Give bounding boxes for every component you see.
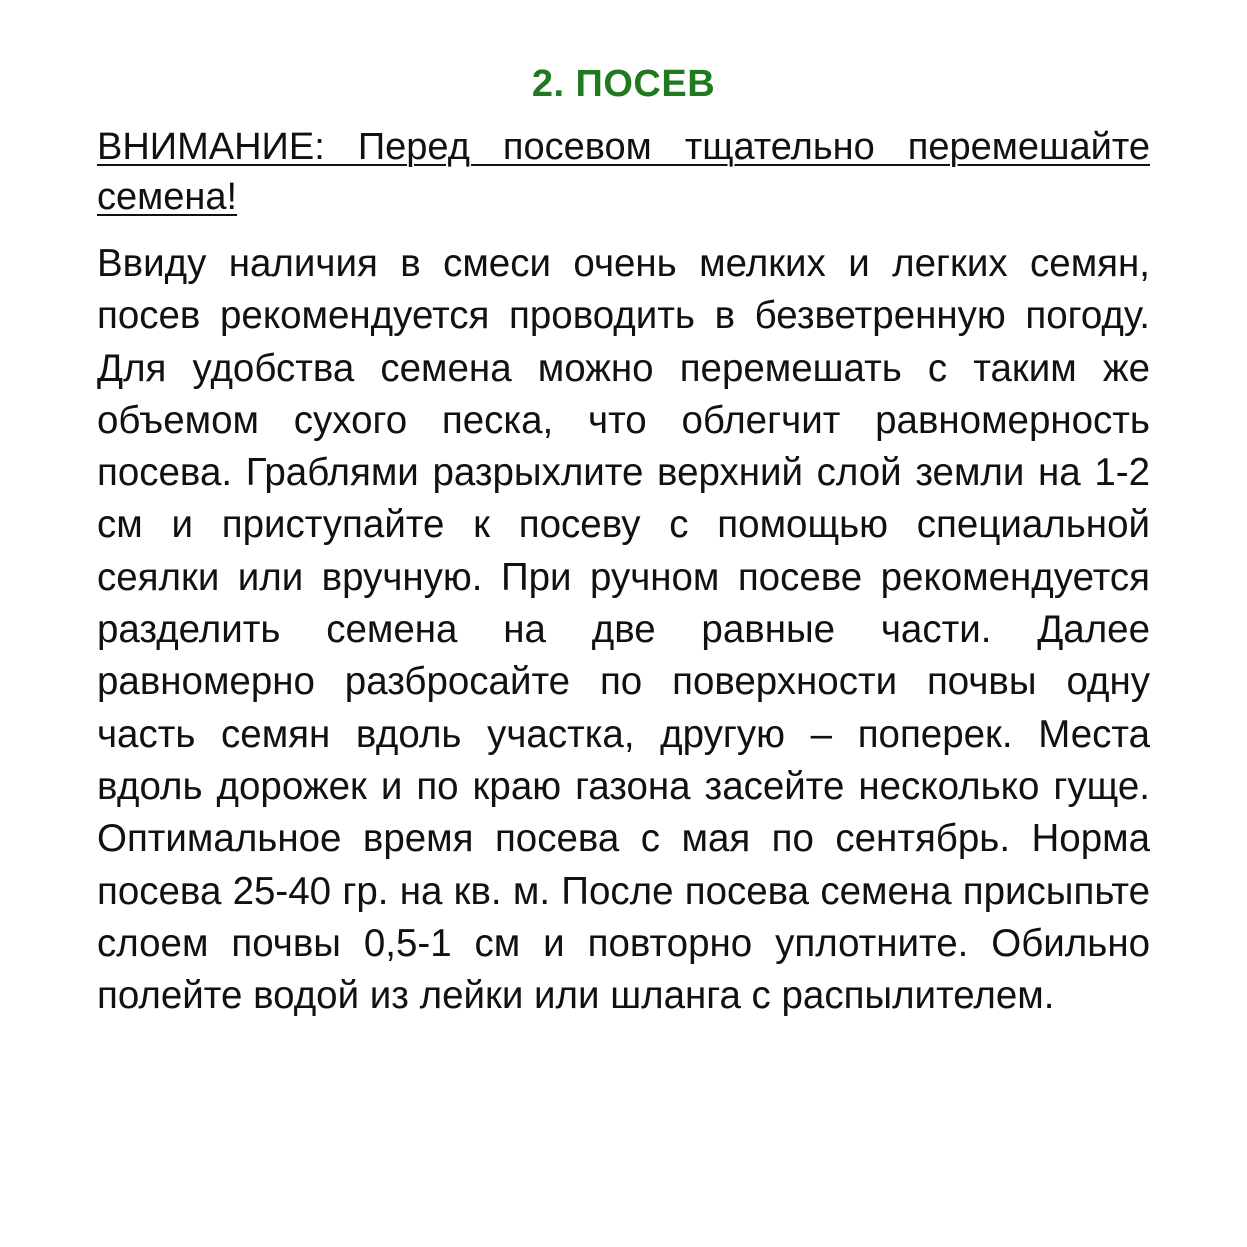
section-title: 2. ПОСЕВ: [531, 63, 716, 105]
warning-note: ВНИМАНИЕ: Перед посевом тщательно перемешайте семена!: [97, 126, 1150, 218]
document-page: [97, 56, 1150, 1022]
body-paragraph: Ввиду наличия в смеси очень мелких и легких семян, посев рекомендуется проводить в безветренную погоду. Для удобства семена можно перемешать с таким же объемом сухого песка, что облегчит равномерность посева. Граблями разрыхлите верхний слой земли на 1-2 см и приступайте к посеву с помощью специальной сеялки или вручную. При ручном посеве рекомендуется разделить семена на две равные части. Далее равномерно разбросайте по поверхности почвы одну часть семян вдоль участка, другую – поперек. Места вдоль дорожек и по краю газона засейте несколько гуще. Оптимальное время посева с мая по сентябрь. Норма посева 25-40 гр. на кв. м. После посева семена присыпьте слоем почвы 0,5-1 см и повторно уплотните. Обильно полейте водой из лейки или шланга с распылителем.: [97, 242, 1150, 1018]
